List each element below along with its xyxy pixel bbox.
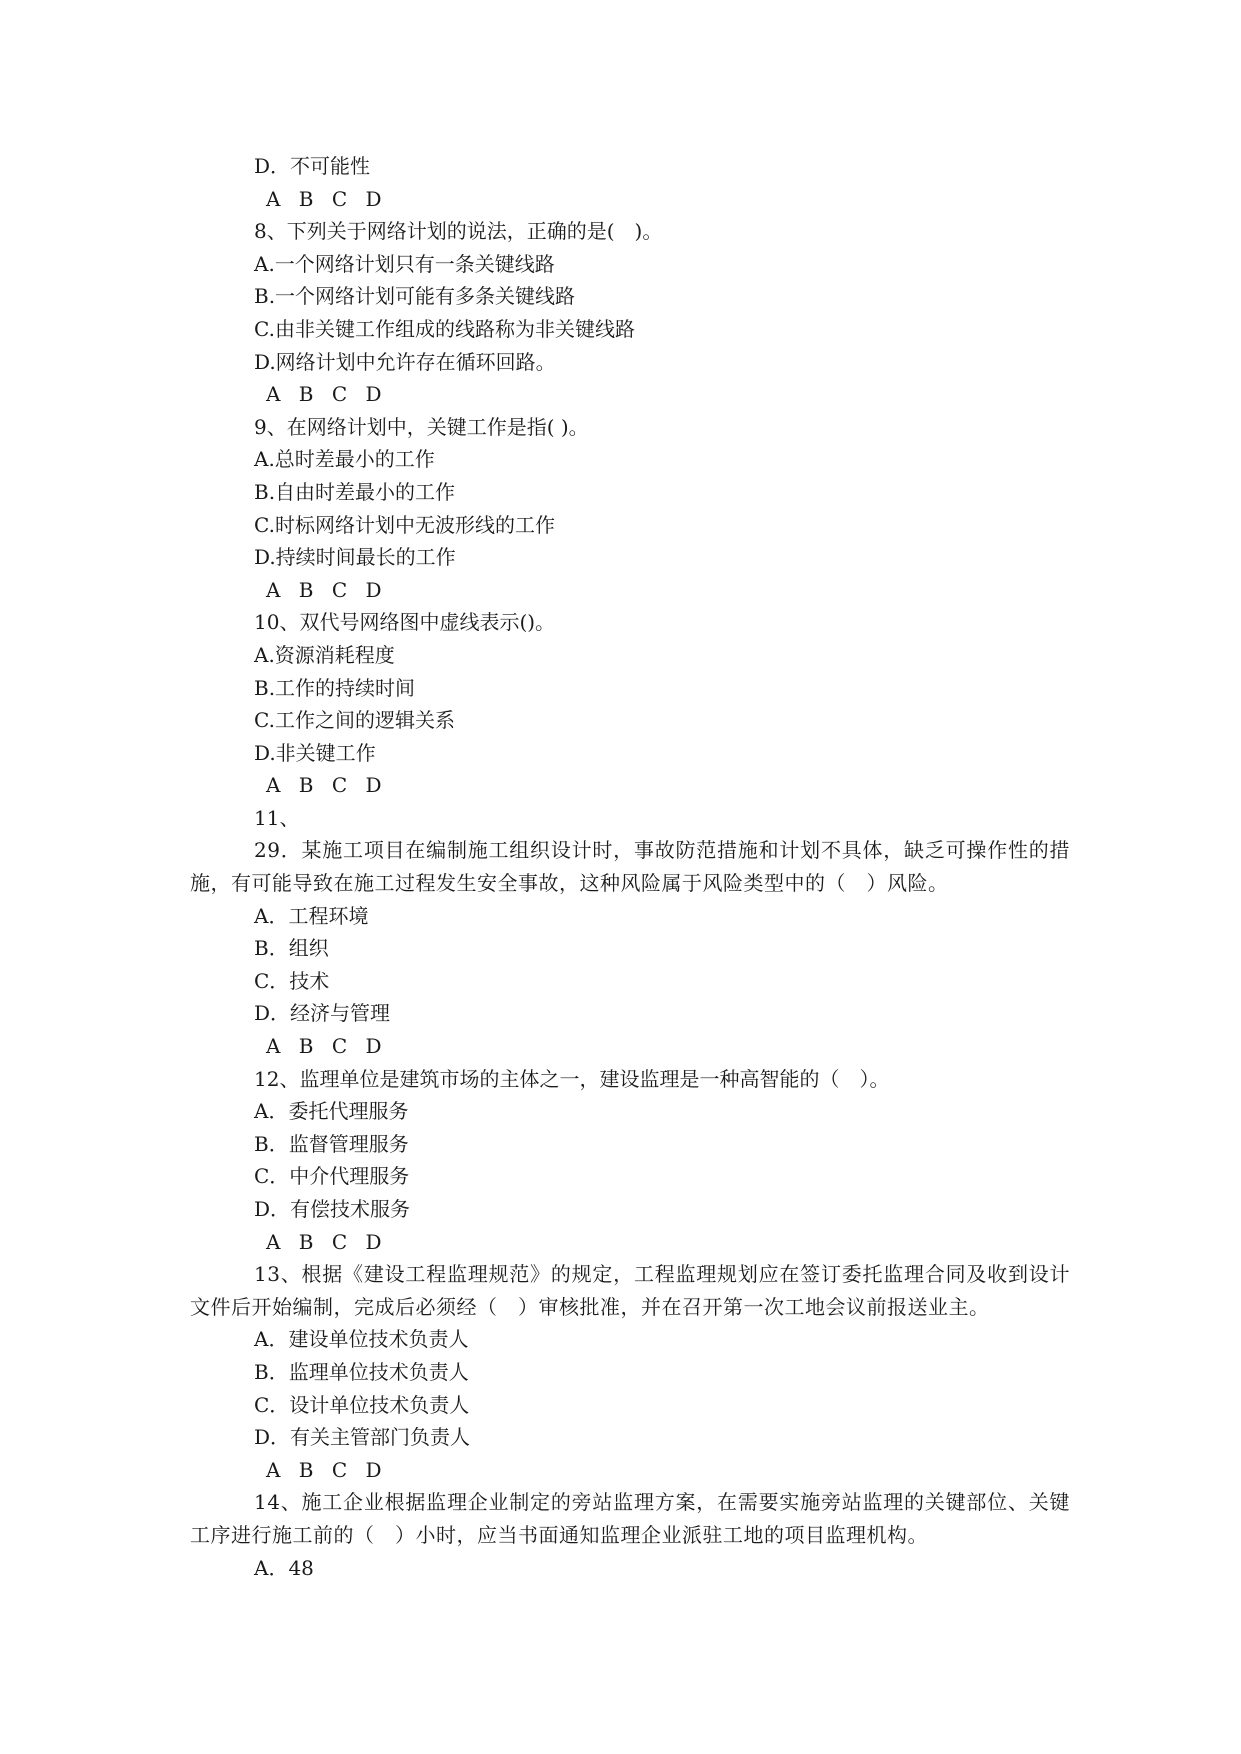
- option-text: C．中介代理服务: [254, 1164, 410, 1189]
- option-text: B.自由时差最小的工作: [254, 479, 456, 504]
- option-text: A.总时差最小的工作: [254, 447, 435, 472]
- option-text: C.时标网络计划中无波形线的工作: [254, 512, 555, 537]
- option-text: A.资源消耗程度: [254, 642, 395, 667]
- document-body: [190, 150, 1070, 1584]
- option-text: D．有偿技术服务: [254, 1197, 411, 1221]
- question-text: 12、监理单位是建筑市场的主体之一，建设监理是一种高智能的（ ）。: [254, 1066, 890, 1091]
- question-paragraph: 13、根据《建设工程监理规范》的规定，工程监理规划应在签订委托监理合同及收到设计文件后开始编制，完成后必须经（ ）审核批准，并在召开第一次工地会议前报送业主。: [190, 1262, 1070, 1319]
- option-text: D.持续时间最长的工作: [254, 545, 456, 570]
- option-text: A．委托代理服务: [254, 1099, 409, 1124]
- question-paragraph: 29．某施工项目在编制施工组织设计时，事故防范措施和计划不具体，缺乏可操作性的措施，有可能导致在施工过程发生安全事故，这种风险属于风险类型中的（ ）风险。: [190, 838, 1070, 896]
- option-text: B.工作的持续时间: [254, 675, 416, 700]
- option-text: A．48: [254, 1555, 314, 1580]
- answer-choices: A B C D: [266, 577, 382, 602]
- answer-choices: A B C D: [266, 1457, 382, 1482]
- answer-choices: A B C D: [266, 1229, 382, 1254]
- answer-choices: A B C D: [266, 382, 382, 407]
- question-text: 8、下列关于网络计划的说法，正确的是( )。: [254, 219, 663, 244]
- option-text: A．建设单位技术负责人: [254, 1327, 469, 1352]
- answer-choices: A B C D: [266, 773, 382, 798]
- option-text: A.一个网络计划只有一条关键线路: [254, 251, 555, 276]
- option-text: D．经济与管理: [254, 1001, 391, 1026]
- option-text: D．不可能性: [254, 154, 371, 178]
- option-text: C．技术: [254, 968, 330, 993]
- option-text: B．监督管理服务: [254, 1131, 409, 1156]
- option-text: D.非关键工作: [254, 740, 376, 765]
- answer-choices: A B C D: [266, 1034, 382, 1059]
- option-text: C.工作之间的逻辑关系: [254, 708, 455, 733]
- option-text: B．监理单位技术负责人: [254, 1359, 469, 1384]
- question-text: 9、在网络计划中，关键工作是指( )。: [254, 414, 589, 439]
- option-text: D．有关主管部门负责人: [254, 1425, 471, 1450]
- option-text: D.网络计划中允许存在循环回路。: [254, 349, 556, 374]
- question-paragraph: 14、施工企业根据监理企业制定的旁站监理方案，在需要实施旁站监理的关键部位、关键工序进行施工前的（ ）小时，应当书面通知监理企业派驻工地的项目监理机构。: [190, 1490, 1070, 1547]
- option-text: C.由非关键工作组成的线路称为非关键线路: [254, 316, 635, 341]
- question-text: 10、双代号网络图中虚线表示()。: [254, 610, 556, 635]
- answer-choices: A B C D: [266, 186, 382, 211]
- option-text: A．工程环境: [254, 903, 369, 928]
- option-text: B．组织: [254, 936, 329, 961]
- option-text: B.一个网络计划可能有多条关键线路: [254, 284, 576, 309]
- option-text: C．设计单位技术负责人: [254, 1392, 470, 1417]
- question-text: 11、: [254, 805, 300, 830]
